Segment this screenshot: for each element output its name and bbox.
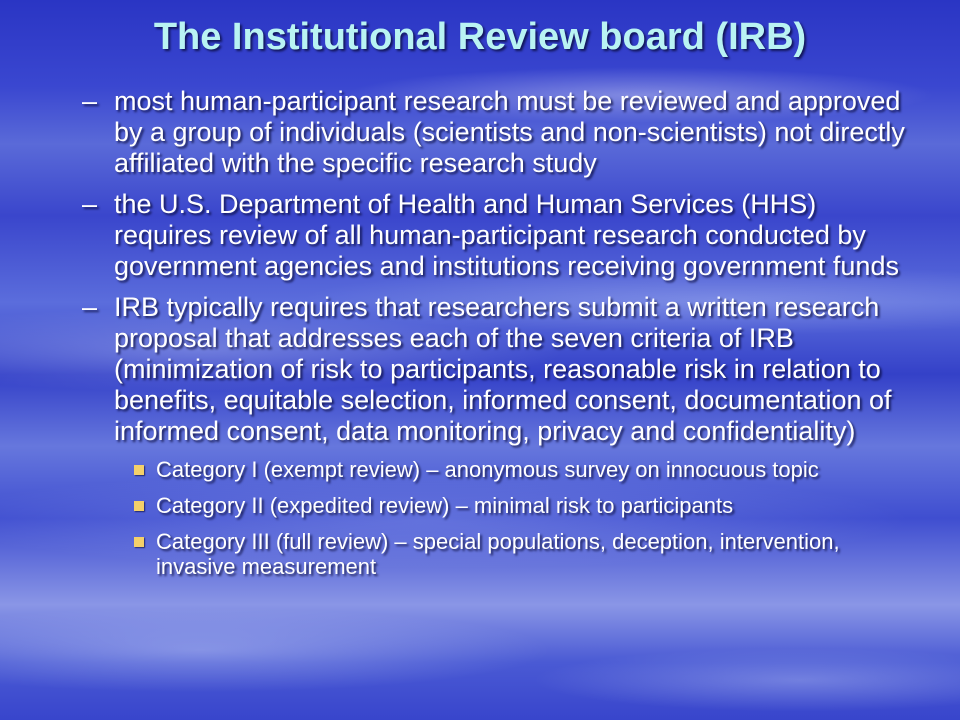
square-bullet-icon bbox=[134, 501, 144, 511]
bullet-text: the U.S. Department of Health and Human Services (HHS) requires review of all human-participant research conducted by government agencies and institutions receiving government funds bbox=[114, 189, 899, 281]
slide-title: The Institutional Review board (IRB) bbox=[153, 16, 807, 58]
square-bullet-icon bbox=[134, 537, 144, 547]
slide-body bbox=[70, 86, 910, 590]
sub-bullet-text: Category I (exempt review) – anonymous survey on innocuous topic bbox=[156, 457, 819, 482]
bullet-item-3 bbox=[70, 292, 910, 447]
sub-bullet-item-3 bbox=[70, 529, 910, 579]
dash-bullet-icon: – bbox=[82, 189, 98, 219]
sub-bullet-text: Category III (full review) – special populations, deception, intervention, invasive measurement bbox=[156, 529, 840, 579]
dash-bullet-icon: – bbox=[82, 86, 98, 116]
sub-bullet-item-2 bbox=[70, 493, 910, 518]
bullet-text: most human-participant research must be reviewed and approved by a group of individuals (scientists and non-scientists) not directly affiliated with the specific research study bbox=[114, 86, 905, 178]
bullet-item-1 bbox=[70, 86, 910, 179]
sub-bullet-text: Category II (expedited review) – minimal risk to participants bbox=[156, 493, 734, 518]
square-bullet-icon bbox=[134, 465, 144, 475]
bullet-item-2 bbox=[70, 189, 910, 282]
dash-bullet-icon: – bbox=[82, 292, 98, 322]
sub-bullet-item-1 bbox=[70, 457, 910, 482]
bullet-text: IRB typically requires that researchers submit a written research proposal that addresses each of the seven criteria of IRB (minimization of risk to participants, reasonable risk in relation to benefits, equitable selection, informed consent, documentation of informed consent, data monitoring, privacy and confidentiality) bbox=[114, 292, 892, 446]
